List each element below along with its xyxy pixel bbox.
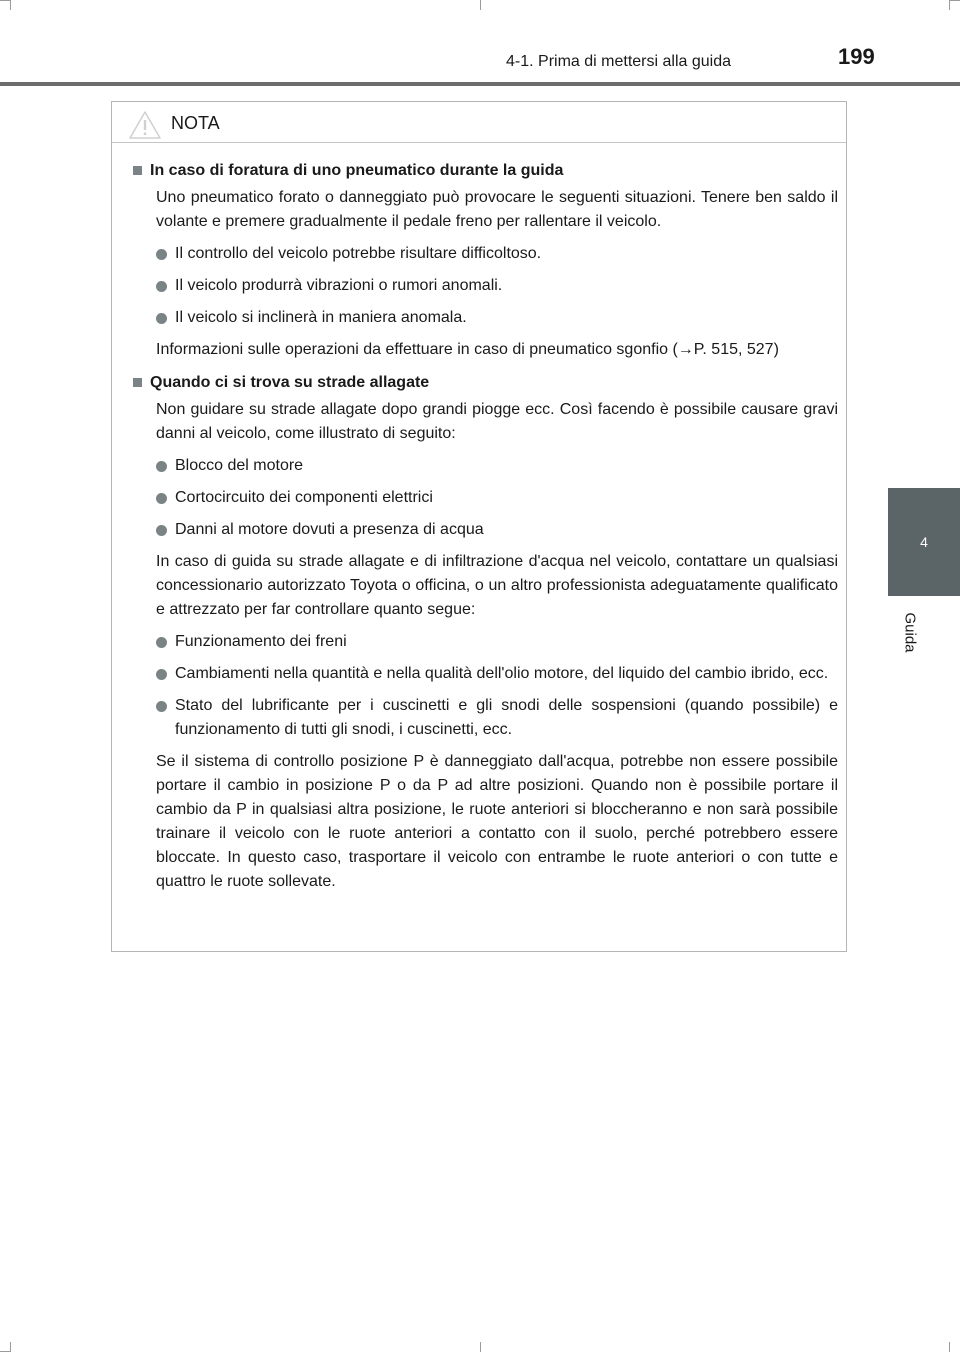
- section-paragraph: Se il sistema di controllo posizione P è danneggiato dall'acqua, potrebbe non essere possibile portare il cambio in posizione P o da P ad altre posizioni. Quando non è possibile portare il cambio da P in qualsiasi altra posizione, le ruote anteriori si bloccheranno e non sarà possibile trainare il veicolo con le ruote anteriori a contatto con il suolo, perché potrebbero essere bloccate. In questo caso, trasportare il veicolo con entrambe le ruote anteriori o con tutte e quattro le ruote sollevate.: [156, 753, 838, 890]
- chapter-tab: [888, 488, 960, 596]
- list-item-text: Danni al motore dovuti a presenza di acqua: [175, 521, 484, 538]
- list-item: [156, 518, 838, 542]
- round-bullet-icon: [156, 281, 167, 292]
- list-item-text: Cortocircuito dei componenti elettrici: [175, 489, 433, 506]
- chapter-label-wrapper: [893, 602, 927, 662]
- warning-triangle-icon: [128, 110, 162, 140]
- square-bullet-icon: [133, 166, 142, 175]
- round-bullet-icon: [156, 313, 167, 324]
- square-bullet-icon: [133, 378, 142, 387]
- section-heading-text: Quando ci si trova su strade allagate: [150, 374, 430, 391]
- list-item: [156, 630, 838, 654]
- section-heading-text: In caso di foratura di uno pneumatico durante la guida: [150, 162, 564, 179]
- list-item-text: Cambiamenti nella quantità e nella qualità dell'olio motore, del liquido del cambio ibrido, ecc.: [175, 665, 829, 682]
- list-item: [156, 694, 838, 742]
- note-section: [133, 371, 838, 894]
- note-body: [112, 143, 846, 894]
- crop-mark: [480, 0, 481, 10]
- crop-mark: [10, 0, 11, 10]
- round-bullet-icon: [156, 637, 167, 648]
- note-header: [112, 102, 846, 143]
- chapter-number: 4: [920, 534, 928, 550]
- section-paragraph: In caso di guida su strade allagate e di infiltrazione d'acqua nel veicolo, contattare un qualsiasi concessionario autorizzato Toyota o officina, o un altro professionista adeguatamente qualificato e attrezzato per far controllare quanto segue:: [156, 553, 838, 618]
- list-item: [156, 454, 838, 478]
- header-rule: [0, 82, 960, 86]
- section-heading: [133, 371, 838, 394]
- note-section: [133, 159, 838, 362]
- crop-mark: [949, 0, 950, 10]
- page-number: 199: [838, 44, 875, 69]
- note-box: [111, 101, 847, 952]
- crop-mark: [949, 1342, 950, 1352]
- list-item-text: Stato del lubrificante per i cuscinetti e gli snodi delle sospensioni (quando possibile) e funzionamento di tutti gli snodi, i cuscinetti, ecc.: [175, 697, 838, 738]
- list-item-text: Il controllo del veicolo potrebbe risultare difficoltoso.: [175, 245, 542, 262]
- section-paragraph: Informazioni sulle operazioni da effettuare in caso di pneumatico sgonfio (→P. 515, 527): [156, 341, 779, 358]
- section-heading: [133, 159, 838, 182]
- round-bullet-icon: [156, 493, 167, 504]
- crop-mark: [480, 1342, 481, 1352]
- list-item-text: Funzionamento dei freni: [175, 633, 347, 650]
- list-item: [156, 242, 838, 266]
- list-item: [156, 274, 838, 298]
- crop-mark: [950, 0, 960, 1]
- list-item-text: Il veicolo si inclinerà in maniera anomala.: [175, 309, 467, 326]
- round-bullet-icon: [156, 249, 167, 260]
- section-paragraph: Non guidare su strade allagate dopo grandi piogge ecc. Così facendo è possibile causare gravi danni al veicolo, come illustrato di seguito:: [156, 401, 838, 442]
- round-bullet-icon: [156, 525, 167, 536]
- chapter-label: Guida: [901, 611, 919, 653]
- note-label: NOTA: [171, 113, 220, 133]
- crop-mark: [0, 0, 10, 1]
- list-item-text: Blocco del motore: [175, 457, 304, 474]
- list-item: [156, 662, 838, 686]
- list-item: [156, 306, 838, 330]
- section-title: 4-1. Prima di mettersi alla guida: [506, 53, 731, 70]
- list-item-text: Il veicolo produrrà vibrazioni o rumori anomali.: [175, 277, 503, 294]
- list-item: [156, 486, 838, 510]
- section-paragraph: Uno pneumatico forato o danneggiato può provocare le seguenti situazioni. Tenere ben saldo il volante e premere gradualmente il pedale freno per rallentare il veicolo.: [156, 189, 838, 230]
- round-bullet-icon: [156, 701, 167, 712]
- crop-mark: [10, 1342, 11, 1352]
- round-bullet-icon: [156, 461, 167, 472]
- round-bullet-icon: [156, 669, 167, 680]
